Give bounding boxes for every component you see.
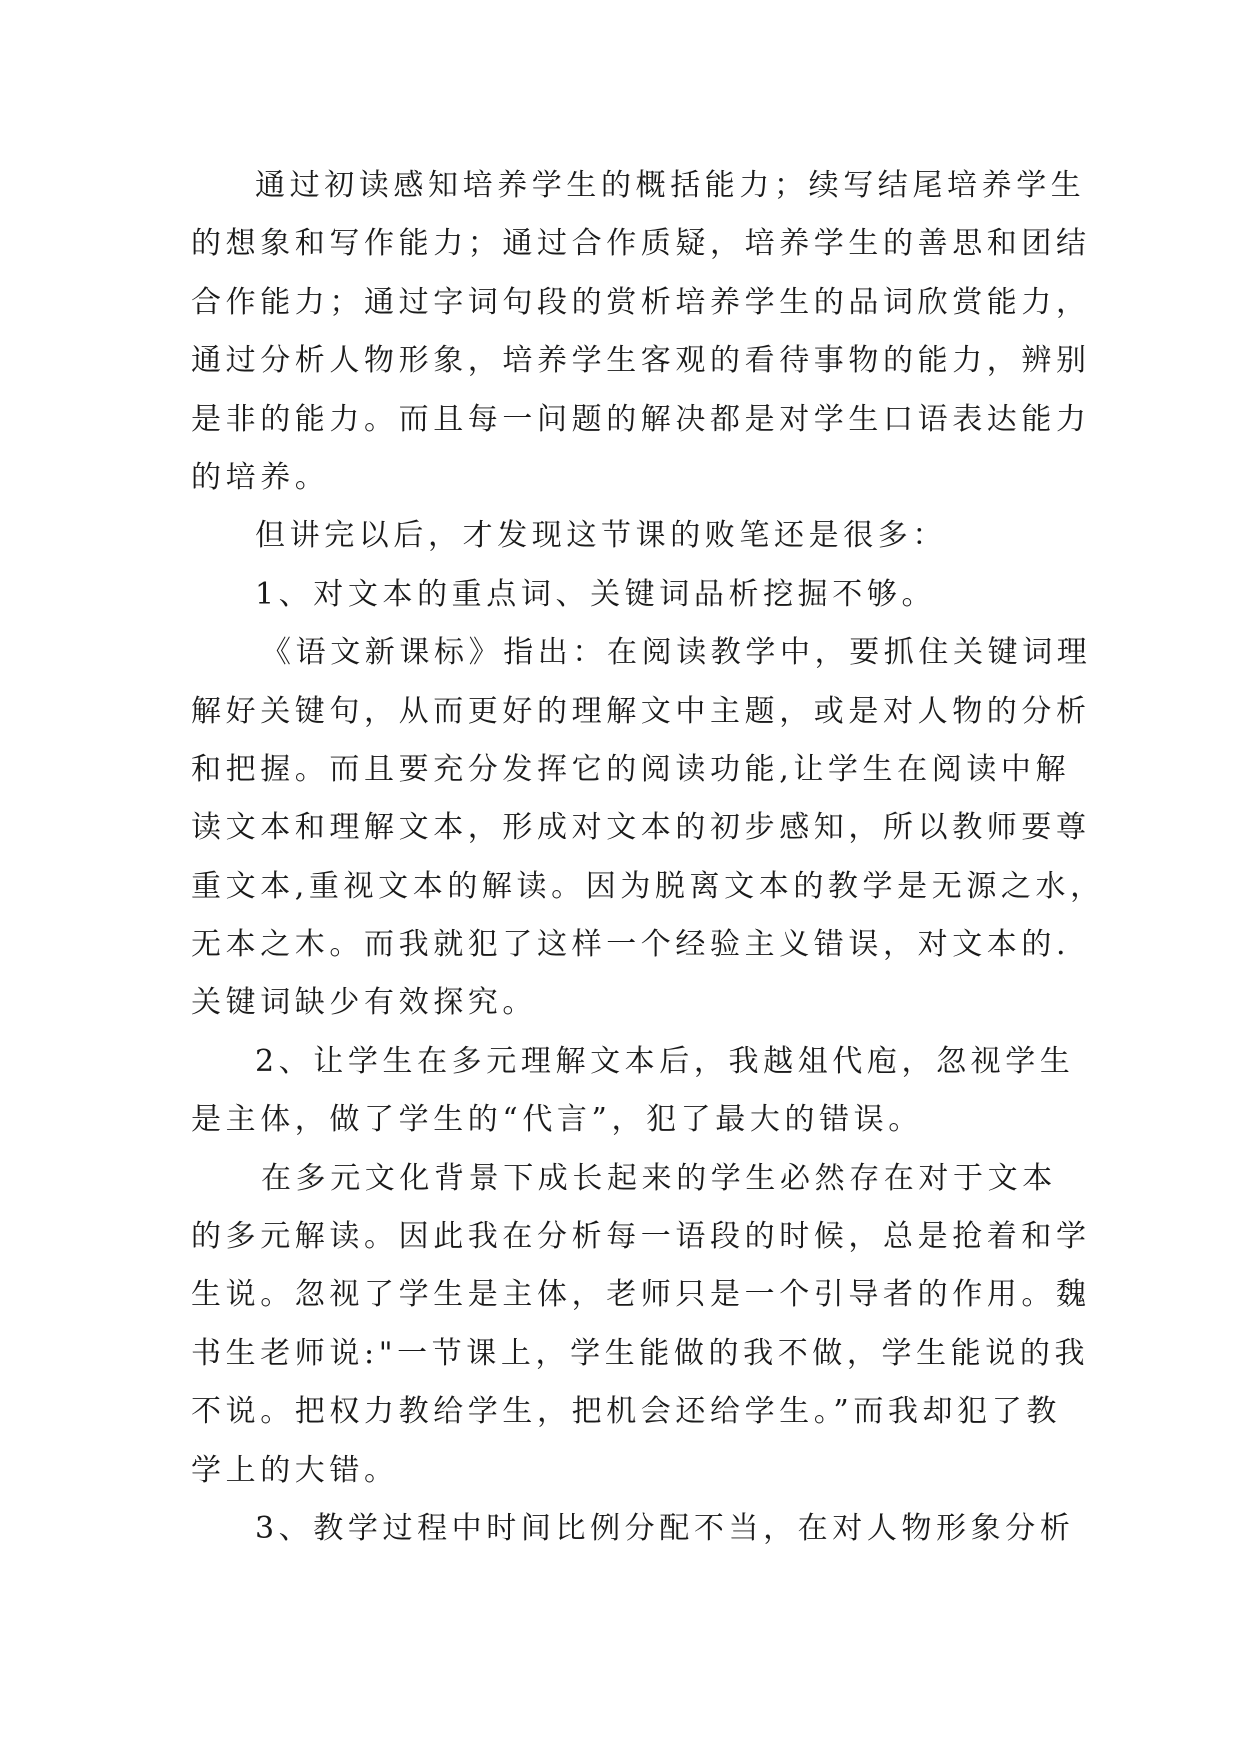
text-line: 合作能力；通过字词句段的赏析培养学生的品词欣赏能力， (191, 284, 1091, 320)
text-line: 和把握。而且要充分发挥它的阅读功能,让学生在阅读中解 (191, 751, 1071, 787)
text-line: 的培养。 (191, 459, 330, 495)
text-line: 通过初读感知培养学生的概括能力；续写结尾培养学生 (255, 168, 1086, 203)
text-line: 不说。把权力教给学生，把机会还给学生。”而我却犯了教 (191, 1394, 1061, 1430)
text-line: 关键词缺少有效探究。 (191, 985, 537, 1021)
text-line: 的多元解读。因此我在分析每一语段的时候，总是抢着和学 (191, 1219, 1091, 1255)
text-line: 书生老师说:"一节课上，学生能做的我不做，学生能说的我 (191, 1335, 1090, 1371)
text-line: 在多元文化背景下成长起来的学生必然存在对于文本 (261, 1160, 1057, 1196)
text-line: 1、对文本的重点词、关键词品析挖掘不够。 (255, 576, 937, 612)
text-line: 通过分析人物形象，培养学生客观的看待事物的能力，辨别 (191, 343, 1091, 379)
text-line: 学上的大错。 (191, 1452, 399, 1488)
text-line: 3、教学过程中时间比例分配不当，在对人物形象分析 (255, 1510, 1075, 1546)
text-line: 解好关键句，从而更好的理解文中主题，或是对人物的分析 (191, 693, 1091, 729)
text-line: 但讲完以后，才发现这节课的败笔还是很多： (255, 518, 947, 554)
text-line: 生说。忽视了学生是主体，老师只是一个引导者的作用。魏 (191, 1277, 1091, 1313)
text-line: 重文本,重视文本的解读。因为脱离文本的教学是无源之水， (191, 868, 1105, 904)
body-text (191, 157, 1105, 1558)
text-line: 是主体，做了学生的“代言”，犯了最大的错误。 (191, 1102, 923, 1138)
text-line: 无本之木。而我就犯了这样一个经验主义错误，对文本的. (191, 927, 1071, 963)
text-line: 是非的能力。而且每一问题的解决都是对学生口语表达能力 (191, 401, 1091, 437)
text-line: 的想象和写作能力；通过合作质疑，培养学生的善思和团结 (191, 226, 1091, 262)
text-line: 《语文新课标》指出：在阅读教学中，要抓住关键词理 (261, 635, 1092, 671)
text-line: 读文本和理解文本，形成对文本的初步感知，所以教师要尊 (191, 810, 1091, 846)
text-line: 2、让学生在多元理解文本后，我越俎代庖，忽视学生 (255, 1043, 1075, 1079)
